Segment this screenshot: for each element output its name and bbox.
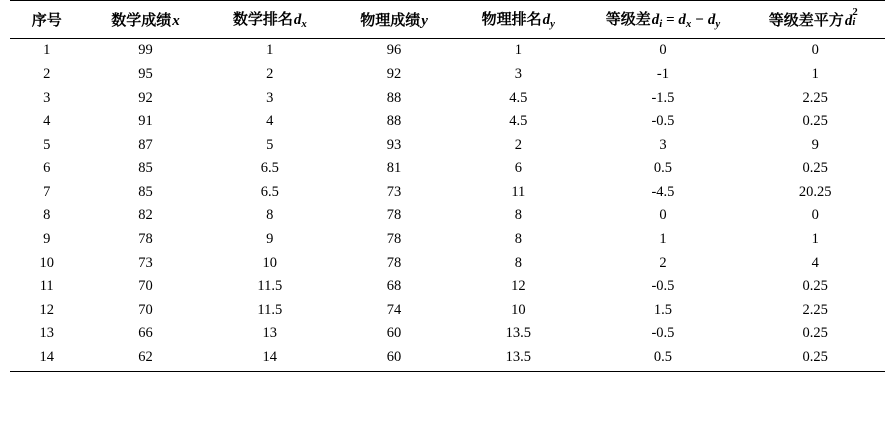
cell-physics-score: 93 (386, 136, 402, 153)
cell-physics-score: 60 (386, 325, 402, 342)
cell-rank-difference: -0.5 (651, 325, 675, 342)
cell-rank-difference-squared: 1 (811, 231, 819, 248)
cell-physics-score: 60 (332, 346, 456, 372)
cell-index: 13 (39, 325, 54, 342)
cell-math-rank: 1 (266, 42, 274, 59)
table-row (10, 133, 885, 157)
cell-physics-score: 81 (386, 160, 402, 177)
cell-index: 12 (39, 301, 54, 318)
table-row (10, 322, 885, 346)
table-row (10, 204, 885, 228)
cell-physics-score: 78 (386, 207, 402, 224)
cell-index: 1 (43, 42, 51, 59)
cell-rank-difference: 1 (659, 231, 667, 248)
table-row (10, 228, 885, 252)
cell-index: 10 (39, 254, 54, 271)
cell-math-rank: 6.5 (260, 183, 279, 200)
cell-rank-difference-squared: 4 (811, 254, 819, 271)
cell-physics-rank: 4.5 (509, 113, 528, 130)
cell-math-rank: 2 (266, 65, 274, 82)
cell-math-score: 66 (138, 325, 153, 342)
cell-physics-rank: 8 (514, 231, 522, 248)
cell-index: 8 (43, 207, 51, 224)
cell-rank-difference: 0 (659, 207, 667, 224)
cell-rank-difference-squared: 0.25 (745, 346, 885, 372)
table-row (10, 39, 885, 63)
cell-physics-score: 78 (386, 231, 402, 248)
cell-rank-difference: 1.5 (653, 301, 672, 318)
table-row (10, 275, 885, 299)
table-row (10, 181, 885, 205)
cell-rank-difference: 0.5 (580, 346, 745, 372)
cell-physics-score: 73 (386, 183, 402, 200)
cell-rank-difference-squared: 1 (811, 65, 819, 82)
cell-math-rank: 10 (262, 254, 278, 271)
column-header-index: 序号 (10, 1, 83, 39)
cell-physics-score: 92 (386, 65, 402, 82)
column-header-physics-score: 物理成绩y (332, 1, 456, 39)
cell-math-score: 78 (138, 231, 153, 248)
column-header-rank-difference: 等级差$d_i = d_x - d_y$ (580, 1, 745, 39)
cell-math-score: 62 (83, 346, 207, 372)
cell-physics-score: 88 (386, 89, 402, 106)
cell-math-score: 85 (138, 183, 153, 200)
cell-physics-rank: 8 (514, 254, 522, 271)
cell-rank-difference: -1.5 (651, 89, 675, 106)
cell-index: 6 (43, 160, 51, 177)
column-header-physics-rank: 物理排名$d_y$ (456, 1, 580, 39)
cell-rank-difference: 2 (659, 254, 667, 271)
column-header-math-score: 数学成绩x (83, 1, 207, 39)
column-header-math-rank: 数学排名$d_x$ (208, 1, 332, 39)
cell-physics-rank: 11 (511, 183, 526, 200)
cell-physics-rank: 12 (511, 278, 526, 295)
cell-math-score: 73 (138, 254, 153, 271)
cell-rank-difference-squared: 0.25 (802, 113, 828, 130)
cell-index: 4 (43, 113, 51, 130)
cell-index: 14 (10, 346, 83, 372)
table-row (10, 346, 885, 372)
cell-index: 7 (43, 183, 51, 200)
cell-physics-rank: 2 (514, 136, 522, 153)
cell-physics-rank: 10 (511, 301, 526, 318)
cell-physics-rank: 1 (514, 42, 522, 59)
cell-math-rank: 14 (208, 346, 332, 372)
cell-index: 2 (43, 65, 51, 82)
cell-math-score: 82 (138, 207, 153, 224)
cell-math-score: 87 (138, 136, 153, 153)
cell-physics-rank: 13.5 (505, 325, 531, 342)
cell-rank-difference-squared: 0.25 (802, 278, 828, 295)
table-body (10, 39, 885, 372)
cell-rank-difference-squared: 0 (811, 42, 819, 59)
cell-rank-difference: -0.5 (651, 113, 675, 130)
cell-physics-rank: 4.5 (509, 89, 528, 106)
cell-math-rank: 5 (266, 136, 274, 153)
cell-index: 11 (39, 278, 54, 295)
cell-rank-difference: 0.5 (653, 160, 672, 177)
table-row (10, 157, 885, 181)
cell-math-rank: 6.5 (260, 160, 279, 177)
table-header-row (10, 1, 885, 39)
cell-rank-difference-squared: 2.25 (802, 89, 828, 106)
column-header-rank-difference-squared: 等级差平方d i 2 (745, 1, 885, 39)
cell-math-rank: 4 (266, 113, 274, 130)
cell-physics-score: 96 (386, 42, 402, 59)
cell-math-score: 92 (138, 89, 153, 106)
cell-math-score: 85 (138, 160, 153, 177)
cell-math-rank: 3 (266, 89, 274, 106)
cell-index: 5 (43, 136, 51, 153)
cell-physics-rank: 13.5 (456, 346, 580, 372)
cell-math-score: 70 (138, 278, 153, 295)
cell-physics-score: 88 (386, 113, 402, 130)
cell-physics-score: 78 (386, 254, 402, 271)
cell-physics-rank: 6 (514, 160, 522, 177)
cell-math-rank: 13 (262, 325, 278, 342)
cell-rank-difference: -4.5 (651, 183, 675, 200)
cell-math-rank: 11.5 (257, 301, 283, 318)
cell-rank-difference-squared: 9 (811, 136, 819, 153)
cell-rank-difference: -0.5 (651, 278, 675, 295)
sub-sup-group: i 2 (852, 6, 858, 28)
cell-math-score: 91 (138, 113, 153, 130)
cell-math-rank: 11.5 (257, 278, 283, 295)
cell-rank-difference: 0 (659, 42, 667, 59)
cell-physics-score: 68 (386, 278, 402, 295)
cell-math-score: 70 (138, 301, 153, 318)
table-row (10, 251, 885, 275)
cell-rank-difference-squared: 0 (811, 207, 819, 224)
cell-rank-difference-squared: 0.25 (802, 325, 828, 342)
cell-physics-rank: 8 (514, 207, 522, 224)
cell-math-score: 95 (138, 65, 153, 82)
table-row (10, 299, 885, 323)
cell-rank-difference-squared: 0.25 (802, 160, 828, 177)
cell-math-rank: 8 (266, 207, 274, 224)
cell-rank-difference: 3 (659, 136, 667, 153)
table-row (10, 110, 885, 134)
cell-rank-difference-squared: 2.25 (802, 301, 828, 318)
table-header (10, 1, 885, 39)
cell-index: 9 (43, 231, 51, 248)
cell-rank-difference: -1 (656, 65, 669, 82)
cell-physics-score: 74 (386, 301, 402, 318)
cell-math-rank: 9 (266, 231, 274, 248)
cell-physics-rank: 3 (514, 65, 522, 82)
table-row (10, 63, 885, 87)
table-row (10, 86, 885, 110)
rank-correlation-table (10, 0, 885, 372)
cell-math-score: 99 (138, 42, 153, 59)
cell-rank-difference-squared: 20.25 (798, 183, 832, 200)
cell-index: 3 (43, 89, 51, 106)
